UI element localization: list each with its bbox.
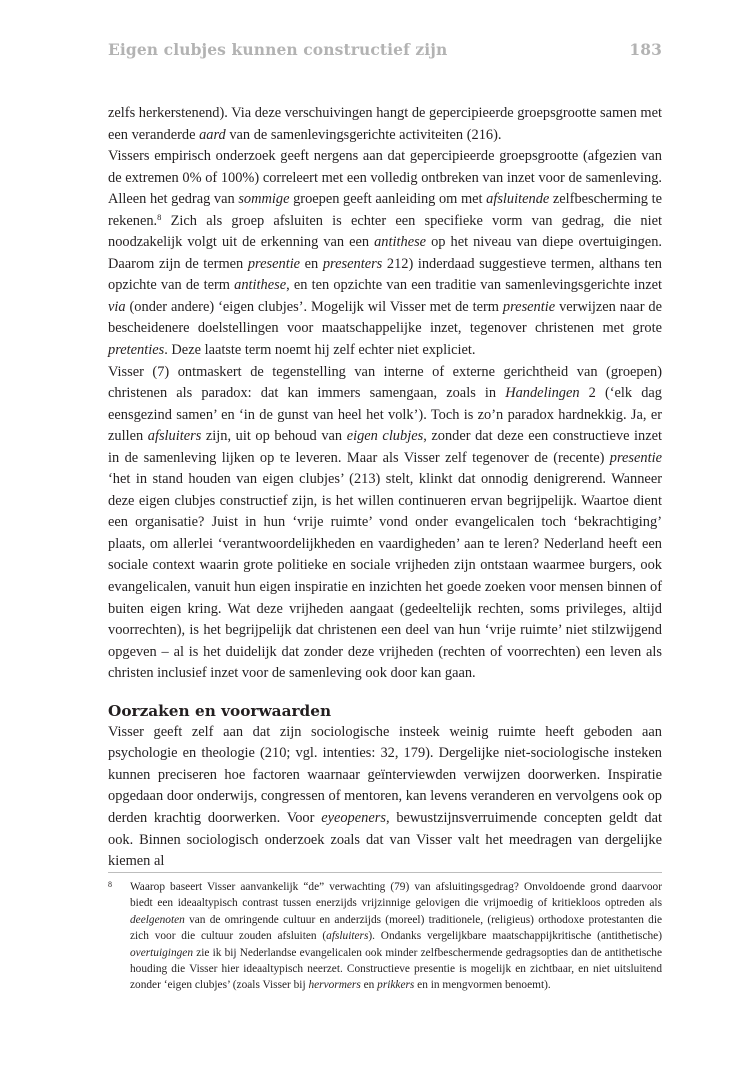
- running-head: [108, 40, 662, 62]
- text-run: zelfs herkerstenend). Via deze verschuivingen hangt de gepercipieerde groepsgrootte samen met een veranderde: [108, 105, 662, 143]
- italic-text: overtuigingen: [130, 946, 194, 959]
- paragraph: [108, 103, 662, 146]
- running-head-title: Eigen clubjes kunnen constructief zijn: [108, 40, 448, 59]
- text-run: zijn, uit op behoud van: [201, 428, 347, 445]
- section-heading: Oorzaken en voorwaarden: [108, 701, 332, 720]
- text-run: verwijzen naar de bescheidenere doelstellingen voor maatschappelijke inzet, tegenover christenen met grote: [108, 298, 662, 337]
- text-run: Waarop baseert Visser aanvankelijk “de” verwachting (79) van afsluitingsgedrag? Onvoldoende grond daarvoor biedt een ideaaltypisch contrast tussen enerzijds vrijzinnige gelovigen die vrijmoedig of kritiekloos optreden als: [130, 881, 662, 910]
- italic-text: prikkers: [377, 979, 415, 992]
- italic-text: antithese: [234, 277, 287, 294]
- text-run: en: [360, 979, 378, 992]
- text-run: ). Ondanks vergelijkbare maatschappijkritische (antithetische): [368, 930, 662, 943]
- italic-text: hervormers: [308, 979, 361, 992]
- footnote-reference: 8: [157, 211, 162, 222]
- text-run: , bewustzijnsverruimende concepten geldt dat ook. Binnen sociologisch onderzoek zoals dat van Visser valt het meedragen van dergelijke kiemen al: [108, 809, 662, 870]
- text-run: van de omringende cultuur en anderzijds (moreel) traditionele, (religieus) orthodoxe protestanten die zich voor die cultuur zouden afsluiten (: [130, 913, 662, 943]
- text-run: zelfbescherming te rekenen.: [108, 191, 662, 229]
- text-run: en: [300, 255, 323, 272]
- footnote-divider: [108, 872, 662, 873]
- italic-text: sommige: [238, 191, 290, 208]
- text-run: (onder andere) ‘eigen clubjes’. Mogelijk wil Visser met de term: [125, 298, 503, 315]
- italic-text: presentie: [502, 298, 556, 315]
- italic-text: eyeopeners: [321, 809, 386, 826]
- footnote-marker: 8: [108, 880, 112, 889]
- italic-text: afsluitende: [486, 191, 550, 208]
- italic-text: deelgenoten: [130, 913, 185, 926]
- italic-text: eigen clubjes: [346, 428, 424, 445]
- italic-text: afsluiters: [147, 428, 202, 445]
- text-run: 212) inderdaad suggestieve termen, althans ten opzichte van de term: [108, 255, 663, 294]
- text-run: 2 (‘elk dag eensgezind samen’ en ‘in de gunst van heel het volk’). Toch is zo’n paradox hardnekkig. Ja, er zullen: [108, 385, 662, 445]
- text-run: groepen geeft aanleiding om met: [289, 191, 487, 208]
- paragraph: [108, 146, 662, 361]
- text-run: . Deze laatste term noemt hij zelf echter niet expliciet.: [164, 342, 476, 359]
- paragraph: [108, 362, 662, 685]
- text-run: , en ten opzichte van een traditie van samenlevingsgerichte inzet: [286, 277, 662, 294]
- italic-text: presentie: [609, 449, 662, 466]
- italic-text: afsluiters: [326, 930, 369, 943]
- italic-text: Handelingen: [505, 385, 580, 402]
- text-run: van de samenlevingsgerichte activiteiten (216).: [225, 126, 502, 143]
- body-text: [108, 103, 662, 873]
- text-run: Zich als groep afsluiten is echter een specifieke vorm van gedrag, die niet noodzakelijk volgt uit de erkenning van een: [108, 212, 662, 251]
- footnote-text: [130, 879, 662, 994]
- italic-text: aard: [199, 126, 226, 143]
- text-run: ‘het in stand houden van eigen clubjes’ (213) stelt, klinkt dat onnodig denigrerend. Wanneer deze eigen clubjes constructief zijn, is het willen continueren ervan begrijpelijk. Waartoe dient een organisatie? Juist in hun ‘vrije ruimte’ vond onder evangelicalen toch ‘bekrachtiging’ plaats, om allerlei ‘verantwoordelijkheden en vaardigheden’ aan te leren? Nederland heeft een sociale context waarin grote politieke en sociale vrijheden zijn ontstaan waarmee burgers, ook evangelicalen, vanuit hun eigen inspiratie en inzichten het goede zoeken voor mensen binnen of buiten eigen kring. Wat deze vrijheden aangaat (gedeeltelijk rechten, soms privileges, altijd voorrechten), is het begrijpelijk dat christenen een deel van hun ‘vrije ruimte’ niet stilzwijgend opgeven – al is het duidelijk dat zonder deze vrijheden (rechten of voorrechten) een leven als christen inclusief inzet voor de samenleving ook door kan gaan.: [108, 471, 662, 682]
- italic-text: antithese: [374, 234, 427, 251]
- text-run: zie ik bij Nederlandse evangelicalen ook minder zelfbeschermende gedragsopties dan de antithetische houding die Visser hier ideaaltypisch neerzet. Constructieve presentie is mogelijk en zichtbaar, en niet uitsluitend zonder ‘eigen clubjes’ (zoals Visser bij: [130, 946, 662, 992]
- paragraph: [108, 722, 662, 873]
- text-run: Visser (7) ontmaskert de tegenstelling van interne of externe gerichtheid van (groepen) christenen als paradox: dat kan immers samengaan, zoals in: [108, 363, 662, 402]
- footnote: [108, 879, 662, 994]
- text-run: op het niveau van diepe overtuigingen. Daarom zijn de termen: [108, 234, 662, 272]
- text-run: Visser geeft zelf aan dat zijn sociologische insteek weinig ruimte heeft geboden aan psychologie en theologie (210; vgl. intenties: 32, 179). Dergelijke niet-sociologische insteken kunnen preciseren hoe factoren waarnaar geïnterviewden verwijzen doorwerken. Inspiratie opgedaan door onderwijs, congressen of mentoren, kan levens veranderen en vervolgens ook op derden krachtig doorwerken. Voor: [108, 723, 662, 826]
- italic-text: pretenties: [108, 342, 165, 359]
- italic-text: presenters: [322, 255, 383, 272]
- page-number: 183: [629, 40, 662, 59]
- text-run: en in mengvormen benoemt).: [414, 979, 551, 992]
- italic-text: presentie: [247, 255, 301, 272]
- text-run: Vissers empirisch onderzoek geeft nergens aan dat gepercipieerde groepsgrootte (afgezien van de extremen 0% of 100%) correleert met een volledig ontbreken van inzet voor de samenleving. Alleen het gedrag van: [108, 148, 662, 208]
- italic-text: via: [108, 298, 126, 315]
- text-run: , zonder dat deze een constructieve inzet in de samenleving lijken op te leveren. Maar als Visser zelf tegenover de (recente): [108, 428, 662, 466]
